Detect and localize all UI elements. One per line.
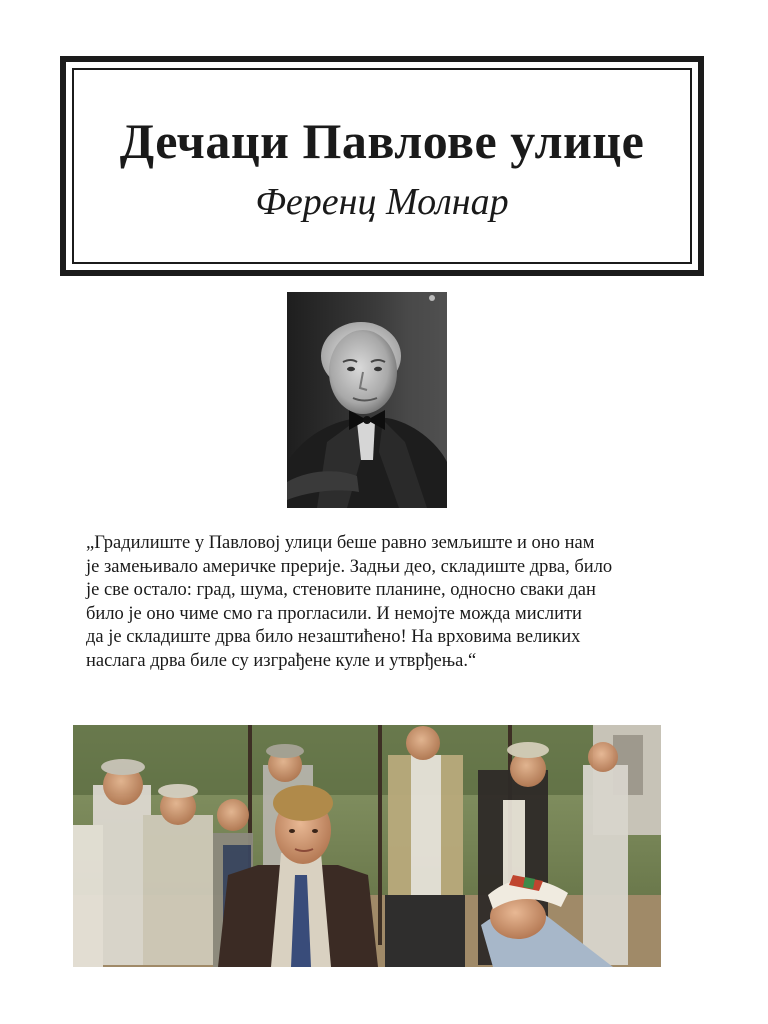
- author-portrait-photo: [287, 292, 447, 508]
- quote-line: је све остало: град, шума, стеновите планине, односно сваки дан: [86, 580, 596, 600]
- quote-line: наслага дрва биле су изграђене куле и утврђења.“: [86, 650, 477, 671]
- film-still-photo: [73, 725, 661, 967]
- title-frame: [60, 56, 704, 276]
- book-excerpt-quote: [86, 532, 686, 673]
- quote-line: „Градилиште у Павловој улици беше равно земљиште и оно нам: [86, 533, 595, 553]
- book-title: Дечаци Павлове улице: [119, 113, 645, 169]
- book-author: Ференц Молнар: [255, 181, 509, 223]
- quote-line: било је оно чиме смо га прогласили. И немојте можда мислити: [86, 603, 582, 624]
- quote-line: да је складиште дрва било незаштићено! На врховима великих: [86, 627, 581, 647]
- quote-line: је замењивало америчке прерије. Задњи део, складиште дрва, било: [86, 556, 613, 577]
